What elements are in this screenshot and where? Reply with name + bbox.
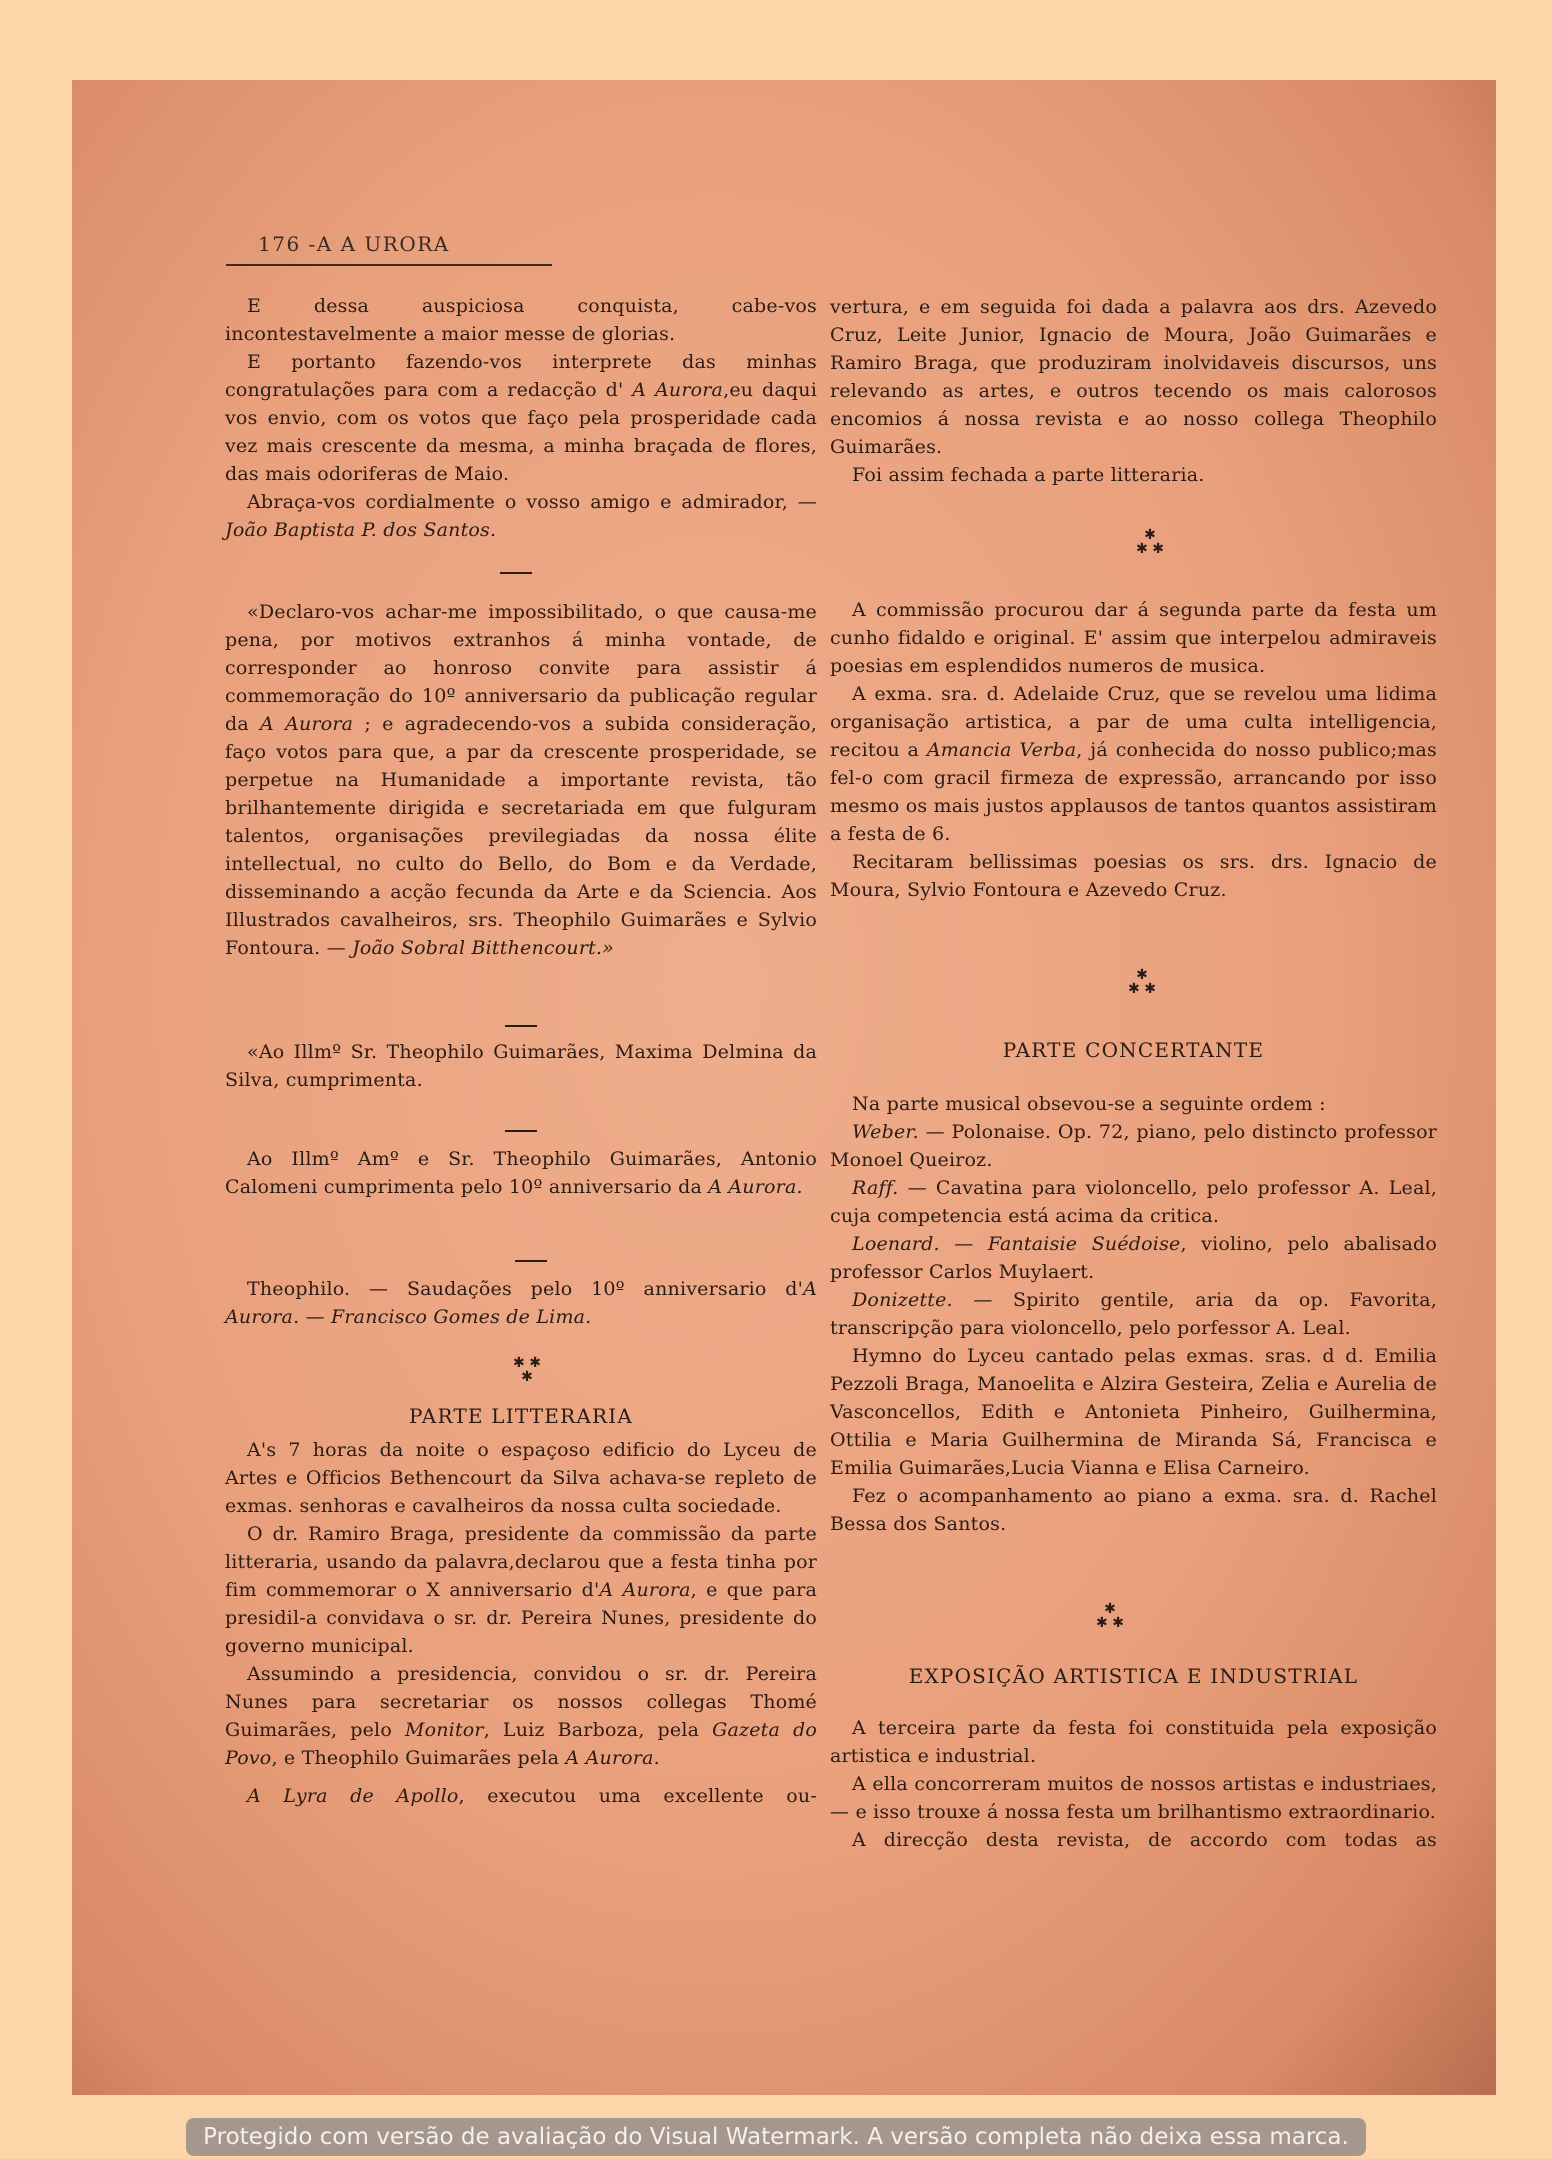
paragraph: A exma. sra. d. Adelaide Cruz, que se revelou uma lidima organisação artistica, a par de uma culta intelligencia, recitou a Amancia Verba, já conhecida do nosso publico;mas fel-o com gracil firmeza de expressão, arrancando por isso mesmo os mais justos applausos de tantos quantos assistiram a festa de 6.	[830, 683, 1437, 845]
running-title: -A A URORA	[308, 232, 450, 256]
divider	[500, 572, 532, 574]
section-parte-concertante	[830, 1090, 1437, 1538]
asterism-ornament-icon: ✱ ✱ ✱	[1096, 1601, 1124, 1631]
page-number: 176	[258, 232, 301, 256]
paragraph: Foi assim fechada a parte litteraria.	[852, 464, 1205, 486]
paragraph: A's 7 horas da noite o espaçoso edificio do Lyceu de Artes e Officios Bethencourt da Silva achava-se repleto de exmas. senhoras e cavalheiros da nossa culta sociedade.	[225, 1439, 817, 1517]
watermark-notice: Protegido com versão de avaliação do Visual Watermark. A versão completa não deixa essa marca.	[186, 2118, 1366, 2156]
section-heading-parte-litteraria: PARTE LITTERARIA	[408, 1404, 633, 1428]
asterism-ornament-icon: ✱ ✱ ✱	[1128, 967, 1156, 997]
divider	[515, 1260, 547, 1262]
paragraph: A Lyra de Apollo, executou uma excellente ou-	[247, 1785, 817, 1807]
paragraph: A ella concorreram muitos de nossos artistas e industriaes, — e isso trouxe á nossa festa um brilhantismo extraordinario.	[830, 1773, 1437, 1823]
paragraph: vertura, e em seguida foi dada a palavra aos drs. Azevedo Cruz, Leite Junior, Ignacio de Moura, João Guimarães e Ramiro Braga, que produziram inolvidaveis discursos, uns relevando as artes, e outros tecendo os mais calorosos encomios á nossa revista e ao nosso collega Theophilo Guimarães.	[830, 296, 1437, 458]
running-header	[258, 232, 450, 256]
program-item: Donizette. — Spirito gentile, aria da op. Favorita, transcripção para violoncello, pelo porfessor A. Leal.	[830, 1289, 1437, 1339]
paragraph: O dr. Ramiro Braga, presidente da commissão da parte litteraria, usando da palavra,declarou que a festa tinha por fim commemorar o X anniversario d'A Aurora, e que para presidil-a convidava o sr. dr. Pereira Nunes, presidente do governo municipal.	[225, 1523, 817, 1657]
paragraph: Ao Illmº Amº e Sr. Theophilo Guimarães, Antonio Calomeni cumprimenta pelo 10º anniversario da A Aurora.	[225, 1148, 817, 1198]
section-heading-parte-concertante: PARTE CONCERTANTE	[1002, 1038, 1265, 1062]
section-heading-exposicao: EXPOSIÇÃO ARTISTICA E INDUSTRIAL	[908, 1664, 1359, 1688]
paragraph: Assumindo a presidencia, convidou o sr. dr. Pereira Nunes para secretariar os nossos collegas Thomé Guimarães, pelo Monitor, Luiz Barboza, pela Gazeta do Povo, e Theophilo Guimarães pela A Aurora.	[225, 1663, 817, 1769]
paragraph: A direcção desta revista, de accordo com todas as	[852, 1829, 1437, 1851]
paragraph: Recitaram bellissimas poesias os srs. drs. Ignacio de Moura, Sylvio Fontoura e Azevedo Cruz.	[830, 851, 1437, 901]
paragraph: «Ao Illmº Sr. Theophilo Guimarães, Maxima Delmina da Silva, cumprimenta.	[225, 1041, 817, 1091]
paragraph: E dessa auspiciosa conquista, cabe-vos incontestavelmente a maior messe de glorias.	[225, 295, 817, 345]
section-exposicao	[830, 1714, 1437, 1854]
program-item: Loenard. — Fantaisie Suédoise, violino, pelo abalisado professor Carlos Muylaert.	[830, 1233, 1437, 1283]
header-rule	[226, 264, 552, 266]
divider	[505, 1130, 537, 1132]
asterism-ornament-icon: ✱ ✱ ✱	[1136, 527, 1164, 557]
asterism-ornament-icon: ✱ ✱ ✱	[513, 1355, 541, 1385]
program-item: Raff. — Cavatina para violoncello, pelo professor A. Leal, cuja competencia está acima da critica.	[830, 1177, 1437, 1227]
paragraph: Theophilo. — Saudações pelo 10º anniversario d'A Aurora. — Francisco Gomes de Lima.	[225, 1278, 817, 1328]
letter-santos	[225, 292, 817, 544]
paragraph: «Declaro-vos achar-me impossibilitado, o que causa-me pena, por motivos extranhos á minha vontade, de corresponder ao honroso convite para assistir á commemoração do 10º anniversario da publicação regular da A Aurora ; e agradecendo-vos a subida consideração, faço votos para que, a par da crescente prosperidade, se perpetue na Humanidade a importante revista, tão brilhantemente dirigida e secretariada em que fulguram talentos, organisações previlegiadas da nossa élite intellectual, no culto do Bello, do Bom e da Verdade, disseminando a acção fecunda da Arte e da Sciencia. Aos Illustrados cavalheiros, srs. Theophilo Guimarães e Sylvio Fontoura. — João Sobral Bitthencourt.»	[225, 601, 817, 959]
paragraph: A commissão procurou dar á segunda parte da festa um cunho fidaldo e original. E' assim que interpelou admiraveis poesias em esplendidos numeros de musica.	[830, 599, 1437, 677]
message-calomeni	[225, 1145, 817, 1201]
paragraph: A terceira parte da festa foi constituida pela exposição artistica e industrial.	[830, 1717, 1437, 1767]
paragraph: Na parte musical obsevou-se a seguinte ordem :	[852, 1093, 1326, 1115]
message-delmina	[225, 1038, 817, 1094]
divider	[505, 1025, 537, 1027]
paragraph: E portanto fazendo-vos interprete das minhas congratulações para com a redacção d' A Aurora,eu daqui vos envio, com os votos que faço pela prosperidade cada vez mais crescente da mesma, a minha braçada de flores, das mais odoriferas de Maio.	[225, 351, 817, 485]
letter-bitthencourt	[225, 598, 817, 962]
paragraph: Abraça-vos cordialmente o vosso amigo e admirador, — João Baptista P. dos Santos.	[225, 491, 817, 541]
section-parte-litteraria	[225, 1436, 817, 1810]
paragraph: Hymno do Lyceu cantado pelas exmas. sras. d d. Emilia Pezzoli Braga, Manoelita e Alzira Gesteira, Zelia e Aurelia de Vasconcellos, Edith e Antonieta Pinheiro, Guilhermina, Ottilia e Maria Guilhermina de Miranda Sá, Francisca e Emilia Guimarães,Lucia Vianna e Elisa Carneiro.	[830, 1345, 1437, 1479]
section-discursos	[830, 293, 1437, 489]
program-item: Weber. — Polonaise. Op. 72, piano, pelo distincto professor Monoel Queiroz.	[830, 1121, 1437, 1171]
paragraph: Fez o acompanhamento ao piano a exma. sra. d. Rachel Bessa dos Santos.	[830, 1485, 1437, 1535]
section-poesias	[830, 596, 1437, 904]
message-lima	[225, 1275, 817, 1331]
